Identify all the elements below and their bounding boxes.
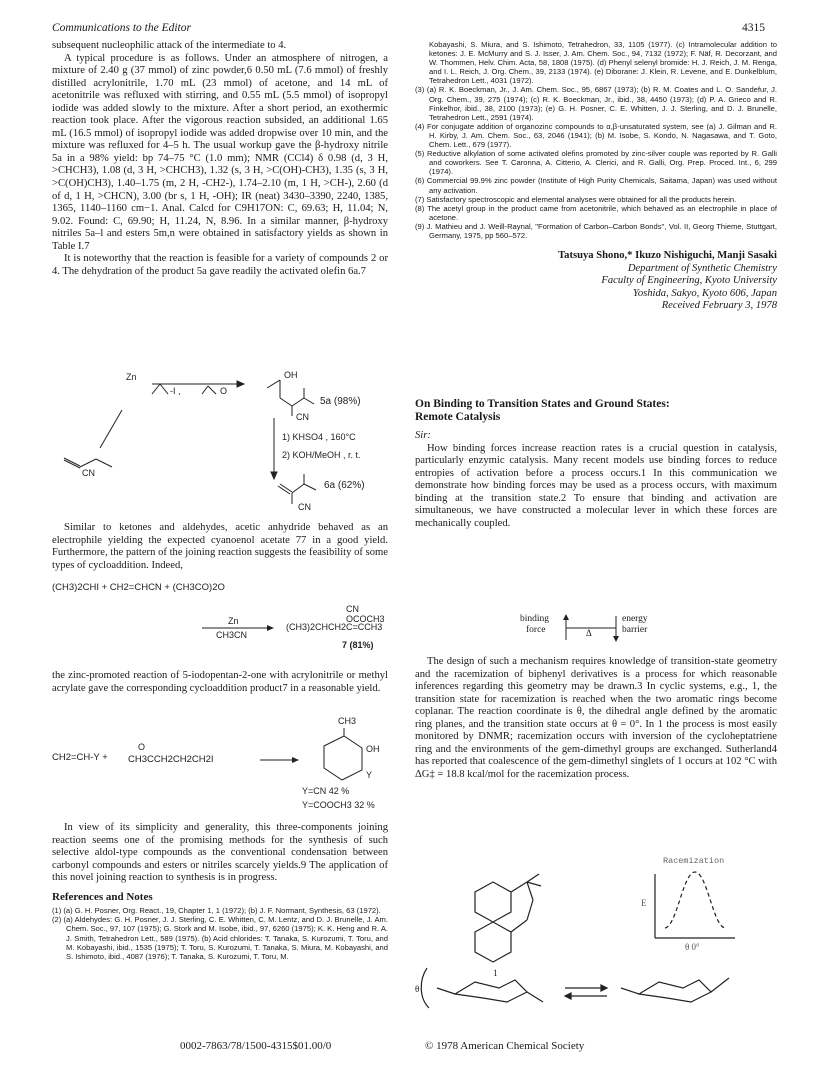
references-heading: References and Notes [52,890,153,903]
ref-5: (5) Reductive alkylation of some activated olefins promoted by zinc-silver couple was reported by R. Galli and coworkers. See T. Caronna, A. Citterio, A. Clerici, and R. Galli, Org. Prep. Proced. Int., 6, 299 (1974). [415,149,777,177]
eq3-ch3: CH3 [338,716,357,726]
scheme-1-zn: Zn [126,372,137,382]
affiliation-dept: Department of Synthetic Chemistry [627,262,777,274]
right-column-top [415,40,777,313]
footer-code: 0002-7863/78/1500-4315$01.00/0 [180,1040,332,1052]
left-column-bottom [52,822,388,961]
ref-4: (4) For conjugate addition of organozinc compounds to α,β-unsaturated system, see (a) J. Gilman and R. H. Kirby, J. Am. Chem. Soc., 63, 2046 (1941); (b) M. Isobe, S. Kondo, N. Nagasawa, and T. Goto, Chem. Lett., 679 (1977). [415,121,777,150]
para-nucleophilic: subsequent nucleophilic attack of the intermediate to 4. [52,40,287,51]
right-column-design [415,656,777,781]
article-title-line-2: Remote Catalysis [415,411,501,423]
right-column-article [415,398,777,530]
racemization-figure [415,842,777,1022]
eq2-product: (CH3)2CHCH2C=CCH3 [286,622,383,632]
running-header: Communications to the Editor [52,22,191,34]
ref-9: (9) J. Mathieu and J. Weill-Raynal, "Formation of Carbon–Carbon Bonds", Vol. II, Georg Thieme, Stuttgart, Germany, 1975, pp 560–572. [415,221,777,240]
para-binding: How binding forces increase reaction rates is a crucial question in catalysis, particularly enzymic catalysis. Many recent models use binding forces to reduce entropies of activation before a process occurs.1 In this communication we demonstrate how binding forces may be used as a process occurs, with maximum binding at the transition state.2 To ensure that binding and activation are simultaneous, we have constructed a molecular lever in which these forces are mechanically coupled. [415,442,777,529]
eq3-yield-cn: Y=CN 42 % [302,786,350,796]
authors: Tatsuya Shono,* Ikuzo Nishiguchi, Manji Sasaki [558,250,777,262]
ref-7: (7) Satisfactory spectroscopic and elemental analyses were obtained for all the products herein. [415,194,737,204]
footer-copyright: © 1978 American Chemical Society [425,1040,585,1052]
salutation: Sir: [415,430,431,441]
eq3-oh: OH [366,744,380,754]
ref-1: (1) (a) G. H. Posner, Org. React., 19, Chapter 1, 1 (1972); (b) J. F. Normant, Synthesis, 63 (1972). [52,906,381,916]
para-iodopentanone: the zinc-promoted reaction of 5-iodopentan-2-one with acrylonitrile or methyl acrylate gave the corresponding cycloaddition product7 in a reasonable yield. [52,670,388,694]
lever-diagram [520,614,680,644]
compound-1-label: 1 [493,968,498,978]
left-column-middle [52,522,388,572]
received-date: Received February 3, 1978 [661,300,777,312]
ref-8: (8) The acetyl group in the product came from acetonitrile, which behaved as an electrophile in place of acetone. [415,203,777,222]
theta-axis-label: θ 0° [685,942,700,952]
eq2-solvent: CH3CN [216,630,248,640]
scheme-1-cn-left: CN [82,468,95,478]
eq2-reactants: (CH3)2CHI + CH2=CHCN + (CH3CO)2O [52,582,225,593]
scheme-1-cn-b: CN [298,502,311,512]
references-continued [415,40,777,240]
theta-symbol: θ [415,984,420,994]
lever-binding: binding [520,614,550,624]
lever-barrier: barrier [622,625,648,635]
para-design: The design of such a mechanism requires knowledge of transition-state geometry and the racemization of biphenyl derivatives is a process for which reasonable inferences regarding this geometry may be drawn.3 In cyclic systems, e.g., 1, the transition state for racemization is reached when the two aromatic rings become coplanar. The reaction coordinate is θ, the dihedral angle defined by the aromatic ring planes, and the transition state occurs at θ = 0°. In 1 the process is most easily monitored by DNMR; racemization occurs with inversion of the cycloheptatriene ring and the environments of the gem-dimethyl groups are exchanged. Sutherland4 has reported that coalescence of the gem-dimethyl singlets of 1 occurs at 102 °C with ΔG‡ = 18.8 kcal/mol for the racemization process. [415,656,777,780]
eq2-zn: Zn [228,616,239,626]
para-procedure: A typical procedure is as follows. Under an atmosphere of nitrogen, a mixture of 2.40 g (37 mmol) of zinc powder,6 0.50 mL (7.6 mmol) of freshly distilled acrylonitrile, 1.70 mL (23 mmol) of acetone, and 14 mL of acetonitrile was refluxed with stirring, and 0.55 mL (5.5 mmol) of isopropyl iodide was added slowly to the mixture. After a short period, an exothermic reaction took place. After the vigorous reaction subsided, an additional 1.65 mL (16.5 mmol) of isopropyl iodide was added dropwise over 10 min, and the mixture was refluxed for 4–5 h. The usual workup gave the β-hydroxy nitrile 5a in a 98% yield: bp 74–75 °C (1.0 mm); NMR (CCl4) δ 0.98 (d, 3 H, >CHCH3), 1.08 (d, 3 H, >CHCH3), 1.32 (s, 3 H, >C(OH)-CH3), 1.35 (s, 3 H, >C(OH)CH3), 1.40–1.75 (m, 2 H, -CH2-), 1.74–2.10 (m, 1 H, >CH-), 2.60 (d of d, 1 H, >CHCN), 3.00 (br s, 1 H, -OH); IR (neat) 3430–3390, 2240, 1385, 1365, 1140–1160 cm−1. Anal. Calcd for C9H17ON: C, 69.63; H, 11.04; N, 9.02. Found: C, 69.90; H, 11.24, N, 8.96. In a similar manner, β-hydroxy nitriles 5a–l and esters 5m,n were obtained in satisfactory yields as shown in Table I.7 [52,52,388,252]
ref-2-cont: Kobayashi, S. Miura, and S. Ishimoto, Tetrahedron, 33, 1105 (1977). (c) Intramolecular addition to ketones: J. E. McMurry and S. J. Isser, J. Am. Chem. Soc., 94, 7132 (1972); F. Näf, R. Decorzant, and W. Thommen, Helv. Chim. Acta, 58, 1808 (1975). (d) Phenyl selenyl bromide: H. J. Reich, J. M. Renga, and I. L. Reich, J. Org. Chem., 39, 2133 (1974). (e) Diborane: J. Klein, R. Levene, and E. Dunkelblum, Tetrahedron Lett., 4031 (1972). [429,40,777,86]
lever-energy: energy [622,614,648,624]
racemization-drawing [415,842,777,1022]
scheme-1-cn-a: CN [296,412,309,422]
eq2-label: 7 (81%) [342,640,374,650]
racemization-label: Racemization [663,856,725,866]
lever-force: force [526,625,546,635]
left-column-cyclo [52,670,388,695]
scheme-1-oh: OH [284,370,298,380]
equation-2 [52,582,388,662]
eq3-carbonyl-o: O [138,742,146,752]
eq3-reactant-1: CH2=CH-Y + [52,752,108,763]
para-simplicity: In view of its simplicity and generality, this three-components joining reaction seems one of the promising methods for the synthesis of such selective aldol-type compounds as the conventional condensation between carbonyl compounds and esters or nitriles scarcely yields.9 The application of this novel joining reaction to synthesis is in progress. [52,822,388,884]
ref-6: (6) Commercial 99.9% zinc powder (Institute of High Purity Chemicals, Saitama, Japan) was used without any activation. [415,176,777,195]
eq3-reactant-2: CH3CCH2CH2CH2I [128,754,214,765]
scheme-1-cond1: 1) KHSO4 , 160°C [282,432,356,442]
lever-delta: Δ [586,628,592,638]
scheme-1 [52,372,388,512]
ref-2: (2) (a) Aldehydes: G. H. Posner, J. J. Sterling, C. E. Whitten, C. M. Lentz, and D. J. Brunelle, J. Am. Chem. Soc., 97, 107 (1975); G. Stork and M. Isobe, ibid., 97, 6260 (1975); K. K. Heng and R. A. J. Smith, Tetrahedron Lett., 589 (1975). (b) Acid chlorides: T. Tanaka, S. Kurozumi, T. Toru, and M. Kobayashi, ibid., 1535 (1975); T. Toru, S. Kurozumi, T. Tanaka, S. Miura, M. Kobayashi, and S. Ishimoto, ibid., 4087 (1976); T. Tanaka, S. Kurozumi, T. Toru, M. [52,915,388,961]
para-acetic-anhydride: Similar to ketones and aldehydes, acetic anhydride behaved as an electrophile yielding the expected cyanoenol acetate 77 in a good yield. Furthermore, the pattern of the joining reaction suggests the feasibility of some types of cycloaddition. Indeed, [52,522,388,571]
page-number: 4315 [742,22,765,34]
article-title-line-1: On Binding to Transition States and Ground States: [415,398,670,410]
lever-drawing [520,614,680,644]
para-noteworthy: It is noteworthy that the reaction is feasible for a variety of compounds 2 or 4. The dehydration of the product 5a gave readily the activated olefin 6a.7 [52,253,388,277]
scheme-1-cond2: 2) KOH/MeOH , r. t. [282,450,361,460]
equation-3 [52,716,388,810]
scheme-1-6a-yield: 6a (62%) [324,480,365,491]
eq3-y: Y [366,770,373,780]
affiliation-address: Yoshida, Sakyo, Kyoto 606, Japan [632,287,777,299]
eq3-yield-ester: Y=COOCH3 32 % [302,800,375,810]
affiliation-faculty: Faculty of Engineering, Kyoto University [601,275,777,287]
scheme-1-5a-yield: 5a (98%) [320,396,361,407]
eq3-drawing [52,720,388,810]
ref-3: (3) (a) R. K. Boeckman, Jr., J. Am. Chem. Soc., 95, 6867 (1973); (b) R. M. Coates and L. O. Sandefur, J. Org. Chem., 39, 275 (1974); (c) R. K. Boeckman, Jr., ibid., 38, 4450 (1973); (d) P. A. Grieco and R. Finkelhor, ibid., 38, 2100 (1973); (e) G. H. Posner, C. E. Whitten, J. J. Sterling, and D. J. Brunelle, Tetrahedron Lett., 2591 (1974). [415,85,777,122]
scheme-1-carbonyl-o: O [220,386,228,396]
eq2-substituents: CN OCOCH3 [346,604,385,624]
energy-axis-label: E [641,898,647,908]
scheme-1-iodide: -I , [170,386,181,396]
left-column-top [52,40,388,278]
